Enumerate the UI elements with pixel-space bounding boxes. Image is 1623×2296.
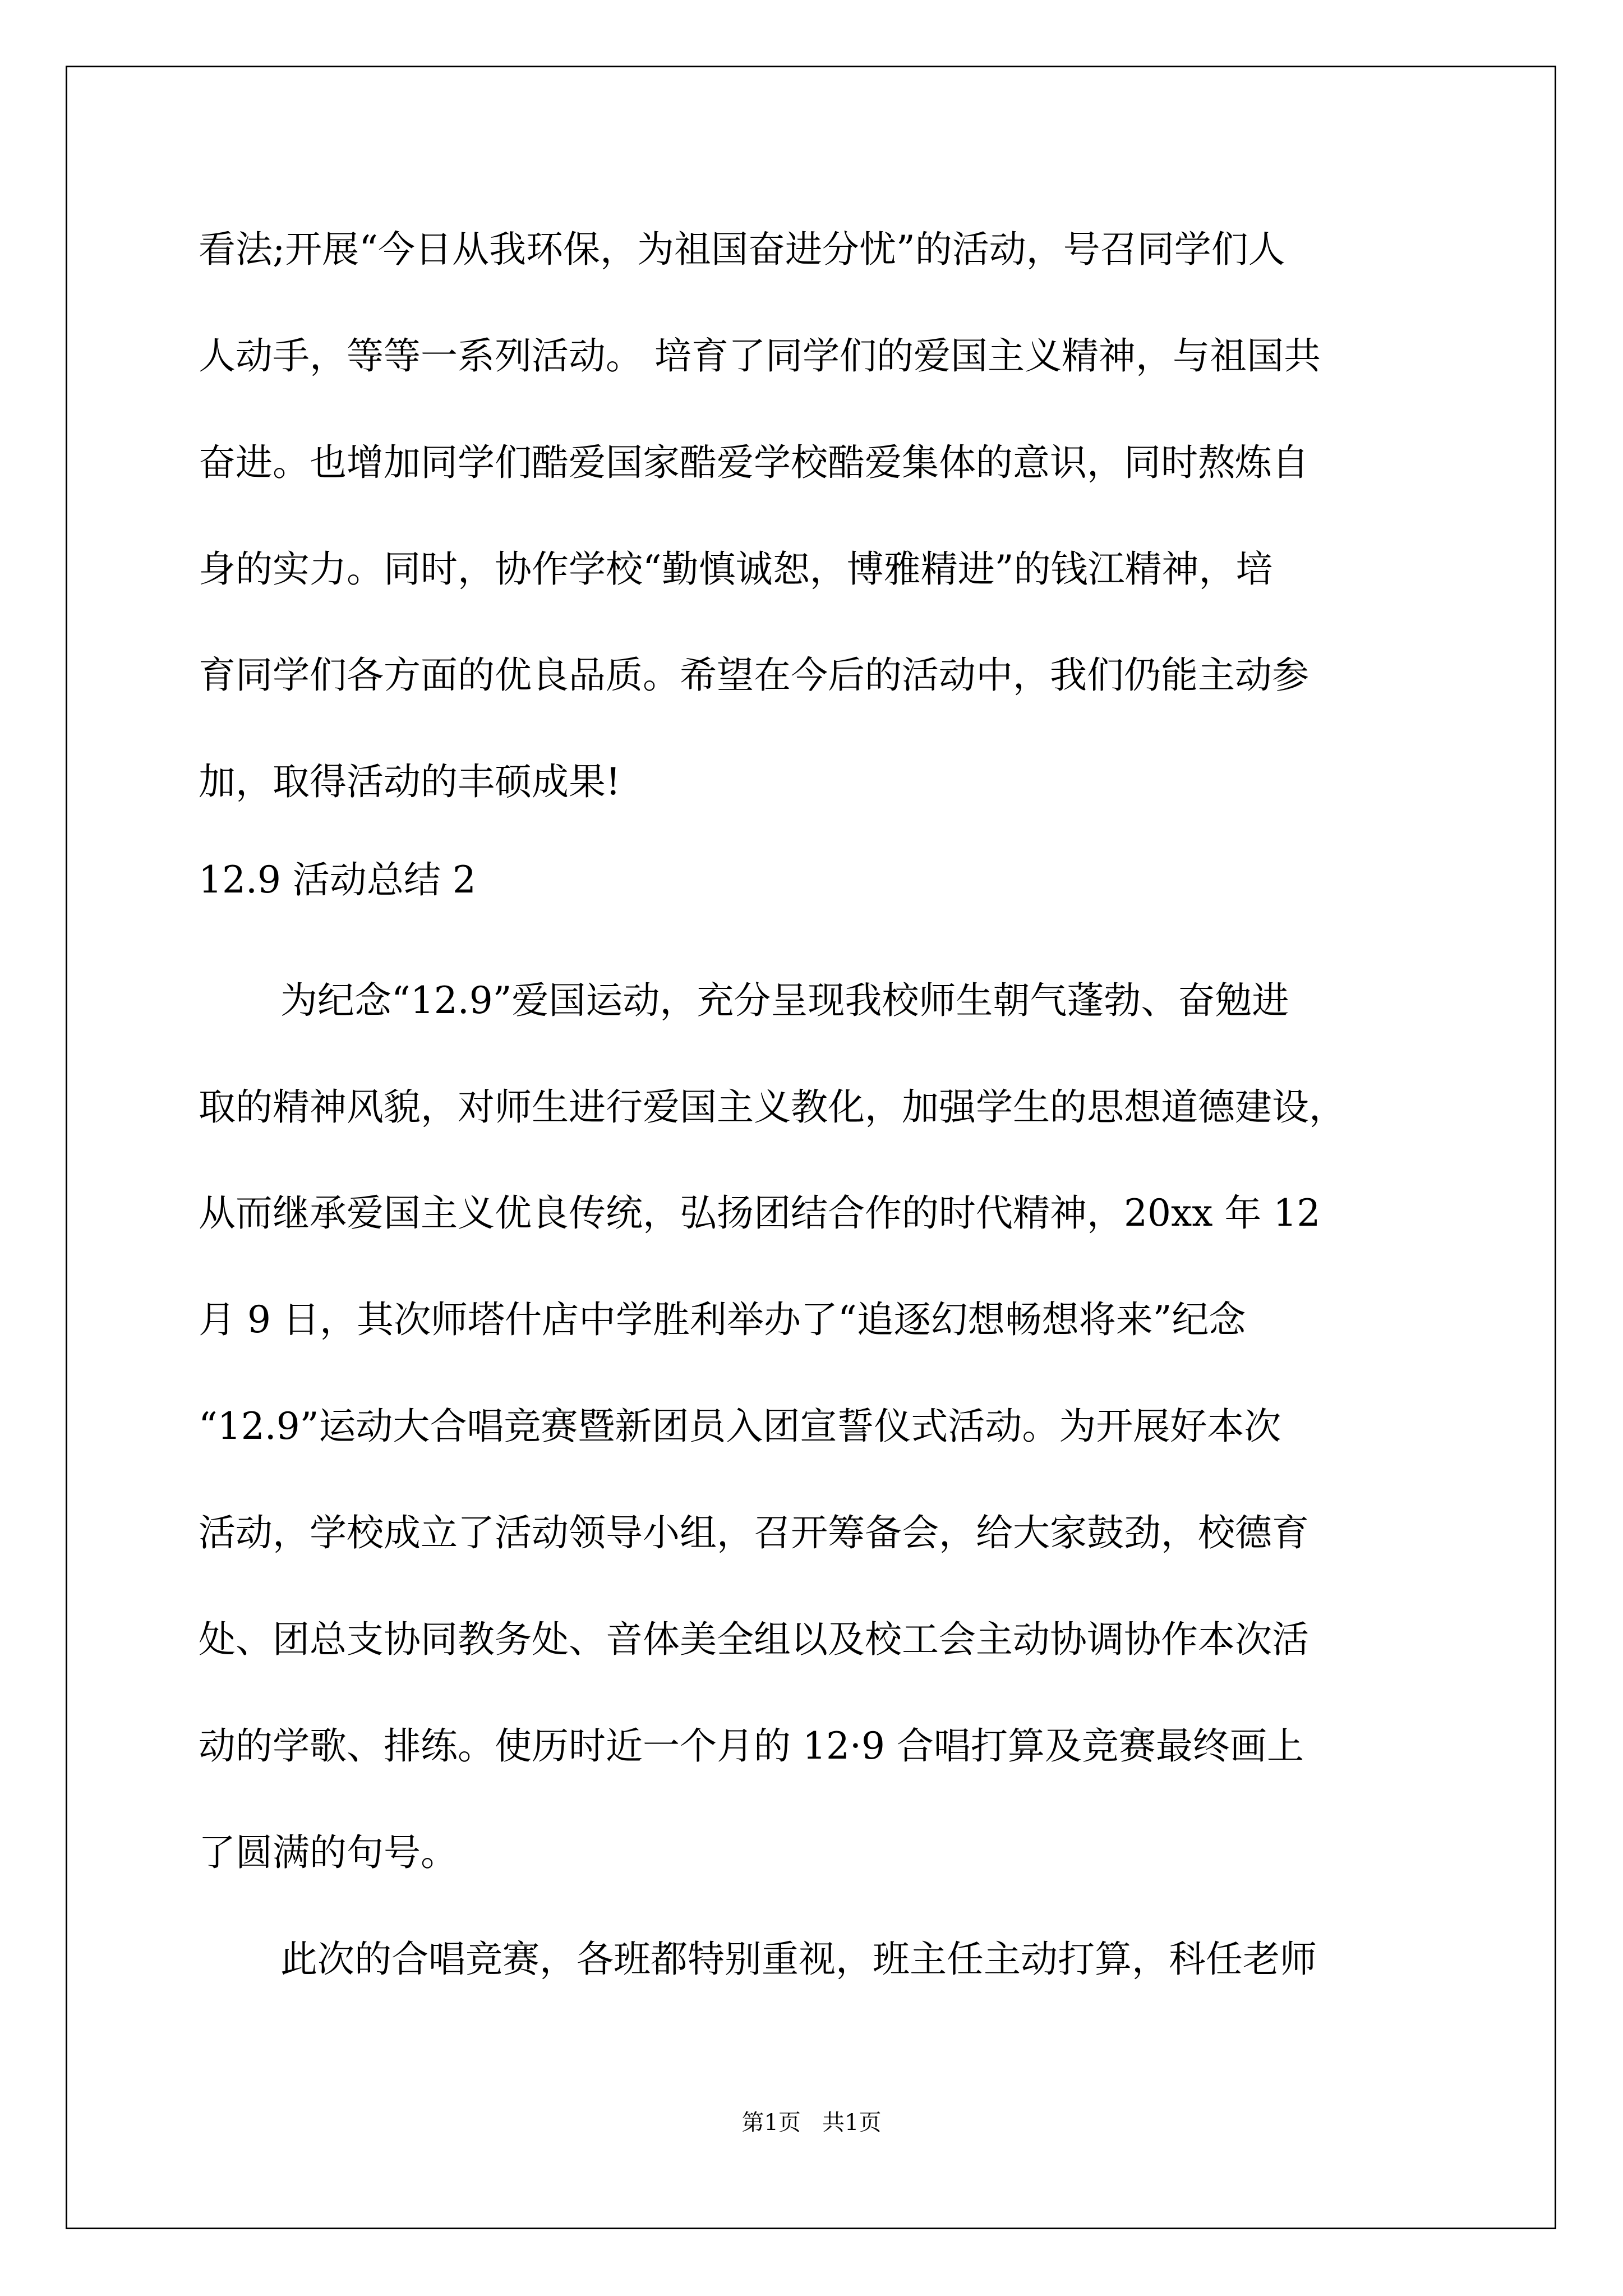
paragraph-line: 从而继承爱国主义优良传统，弘扬团结合作的时代精神，20xx 年 12 [199, 1191, 1321, 1235]
paragraph-line: 育同学们各方面的优良品质。希望在今后的活动中，我们仍能主动参 [199, 654, 1309, 697]
paragraph-line: 奋进。也增加同学们酷爱国家酷爱学校酷爱集体的意识，同时熬炼自 [199, 441, 1309, 484]
paragraph-line: 身的实力。同时，协作学校“勤慎诚恕，博雅精进”的钱江精神，培 [199, 547, 1273, 591]
paragraph-line: 月 9 日，其次师塔什店中学胜利举办了“追逐幻想畅想将来”纪念 [199, 1298, 1246, 1341]
paragraph-line: 为纪念“12.9”爱国运动，充分呈现我校师生朝气蓬勃、奋勉进 [280, 979, 1289, 1022]
paragraph-line: 人动手，等等一系列活动。 培育了同学们的爱国主义精神，与祖国共 [199, 334, 1321, 378]
paragraph-line: 加，取得活动的丰硕成果! [199, 760, 621, 803]
paragraph-line: “12.9”运动大合唱竞赛暨新团员入团宣誓仪式活动。为开展好本次 [199, 1405, 1281, 1448]
section-heading: 12.9 活动总结 2 [199, 858, 476, 901]
paragraph-line: 取的精神风貌，对师生进行爱国主义教化，加强学生的思想道德建设， [199, 1085, 1346, 1129]
paragraph-line: 看法;开展“今日从我环保，为祖国奋进分忧”的活动，号召同学们人 [199, 228, 1285, 271]
paragraph-line: 此次的合唱竞赛，各班都特别重视，班主任主动打算，科任老师 [280, 1938, 1317, 1981]
paragraph-line: 了圆满的句号。 [199, 1831, 458, 1874]
paragraph-line: 动的学歌、排练。使历时近一个月的 12·9 合唱打算及竞赛最终画上 [199, 1724, 1304, 1768]
paragraph-line: 处、团总支协同教务处、音体美全组以及校工会主动协调协作本次活 [199, 1618, 1309, 1661]
page-number-footer: 第1页 共1页 [741, 2110, 882, 2136]
paragraph-line: 活动，学校成立了活动领导小组，召开筹备会，给大家鼓劲，校德育 [199, 1511, 1309, 1554]
page-border [66, 66, 1556, 2229]
